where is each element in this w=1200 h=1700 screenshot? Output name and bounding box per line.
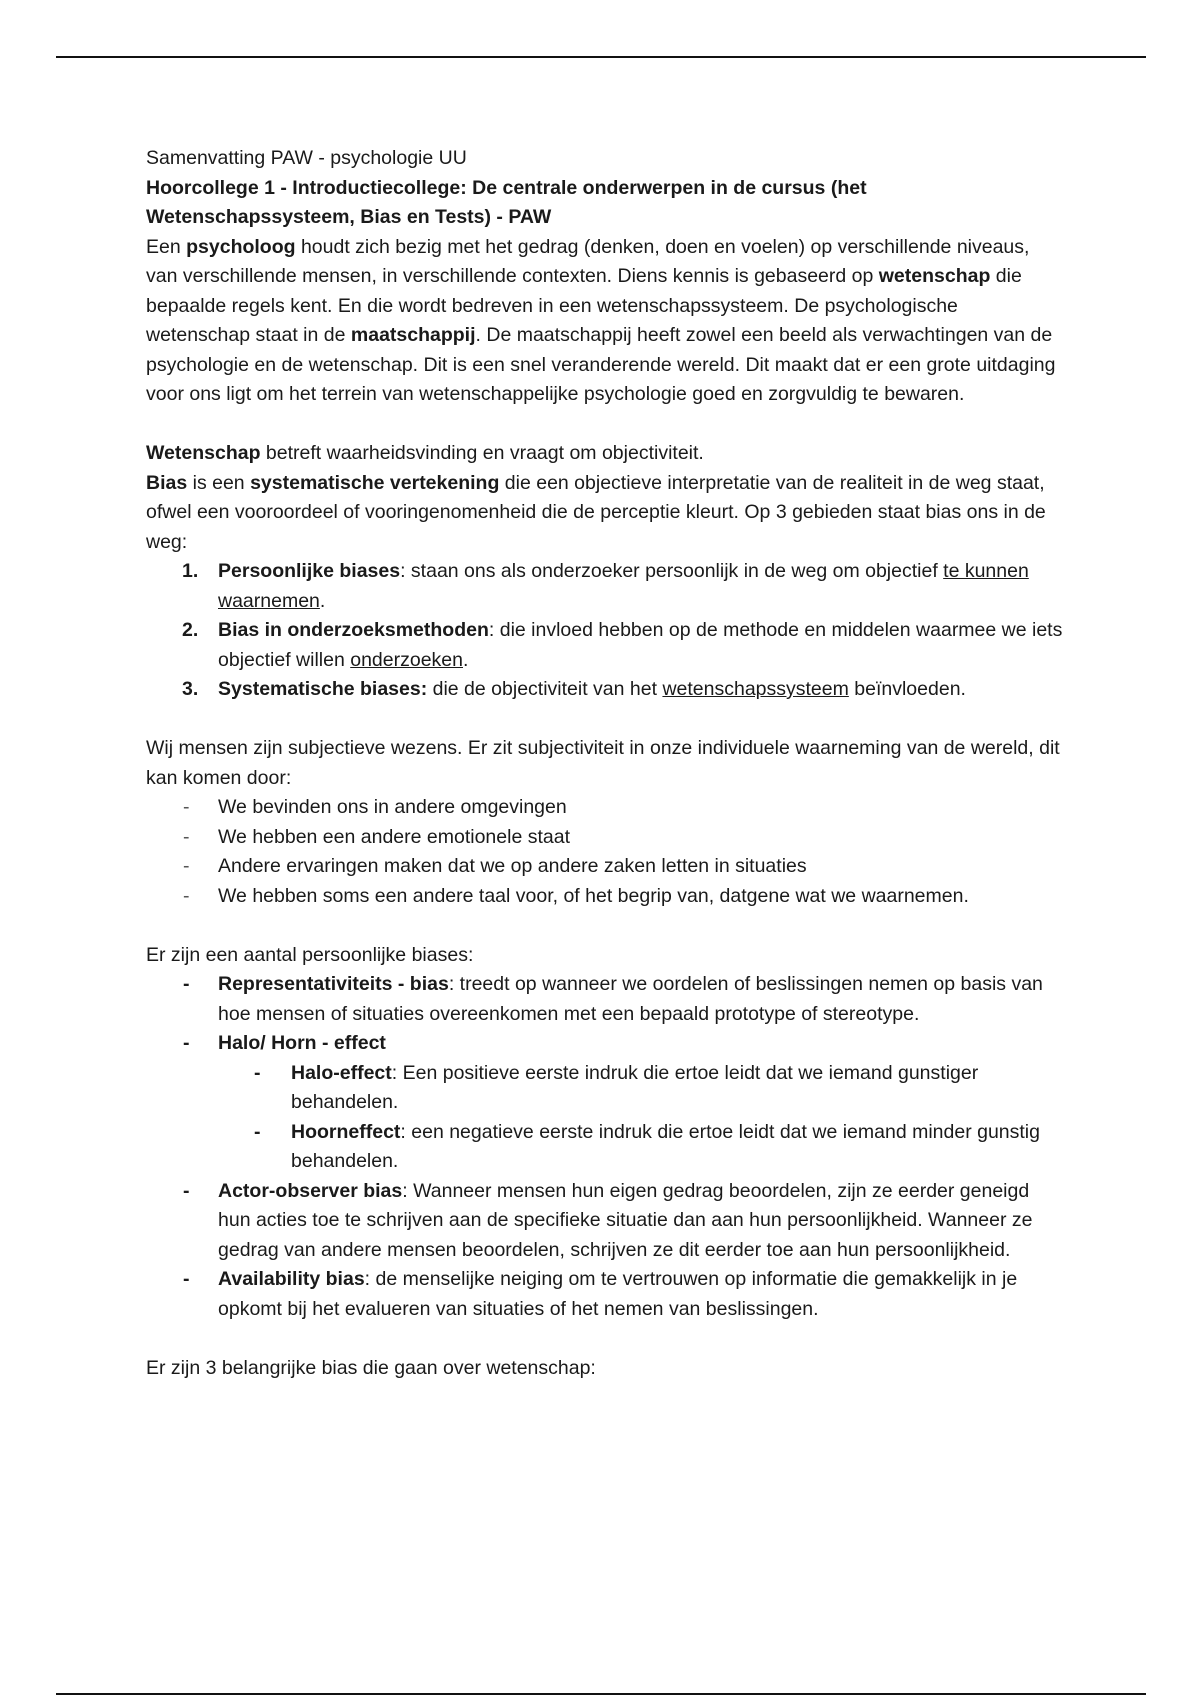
term-psycholoog: psycholoog xyxy=(186,235,296,258)
term-hoorneffect: Hoorneffect xyxy=(291,1120,401,1143)
list-number: 3. xyxy=(182,678,199,700)
intro-text-2: houdt zich bezig met het gedrag (denken, doen en voelen) op verschillende niveaus, van verschillende mensen, in verschillende contexten. Diens kennis is gebaseerd op xyxy=(146,235,1030,287)
list-item xyxy=(146,557,1066,616)
dash-bullet: - xyxy=(183,1032,190,1054)
term-maatschappij: maatschappij xyxy=(350,324,476,346)
intro-paragraph xyxy=(146,233,1066,410)
list-item xyxy=(146,793,1066,823)
list-item xyxy=(146,852,1066,882)
term-halo-horn-effect: Halo/ Horn - effect xyxy=(218,1032,386,1054)
list-item-end: . xyxy=(319,589,326,612)
list-item xyxy=(146,675,1066,705)
dash-bullet: - xyxy=(183,973,190,995)
list-item-text: : treedt op wanneer we oordelen of beslissingen nemen op basis van hoe mensen of situaties overeenkomen met een bepaald prototype of stereotype. xyxy=(218,973,1043,1025)
top-rule xyxy=(56,56,1146,58)
term-availability-bias: Availability bias xyxy=(218,1268,365,1290)
list-item xyxy=(146,882,1066,912)
list-item-underline: onderzoeken xyxy=(350,648,463,671)
list-item-text: die de objectiviteit van het xyxy=(427,678,663,700)
dash-bullet: - xyxy=(254,1120,261,1143)
term-bias: Bias xyxy=(146,471,188,494)
term-systematische-vertekening: systematische vertekening xyxy=(250,471,500,494)
list-item-text: Andere ervaringen maken dat we op andere zaken letten in situaties xyxy=(218,855,807,877)
list-item-text: We hebben soms een andere taal voor, of het begrip van, datgene wat we waarnemen. xyxy=(218,884,969,907)
list-item xyxy=(146,616,1066,675)
list-item-text: : Een positieve eerste indruk die ertoe leidt dat we iemand gunstiger behandelen. xyxy=(291,1061,979,1113)
bottom-rule xyxy=(56,1693,1146,1695)
list-item-text: We hebben een andere emotionele staat xyxy=(218,825,570,848)
list-item xyxy=(146,1177,1066,1266)
science-text: betreft waarheidsvinding en vraagt om objectiviteit. xyxy=(260,442,704,464)
intro-text-4: . De maatschappij heeft zowel een beeld als verwachtingen van de psychologie en de wetenschap. Dit is een snel veranderende wereld. Dit maakt dat er een grote uitdaging voor ons ligt om het terrein van wetenschappelijke psychologie goed en zorgvuldig te bewaren. xyxy=(146,324,1056,405)
list-item xyxy=(218,1059,1066,1118)
term-halo-effect: Halo-effect xyxy=(291,1061,392,1084)
personal-biases-intro: Er zijn een aantal persoonlijke biases: xyxy=(146,943,474,966)
subjective-list xyxy=(146,793,1066,911)
list-item xyxy=(146,1265,1066,1324)
document-header: Samenvatting PAW - psychologie UU xyxy=(146,147,467,169)
dash-bullet: - xyxy=(183,1268,190,1290)
list-item-text: We bevinden ons in andere omgevingen xyxy=(218,796,567,818)
list-item-text: : die invloed hebben op de methode en middelen waarmee we iets objectief willen xyxy=(218,619,1063,671)
bias-text-1: is een xyxy=(187,471,251,494)
list-item-text: : een negatieve eerste indruk die ertoe leidt dat we iemand minder gunstig behandelen. xyxy=(291,1120,1040,1172)
list-item-underline: wetenschapssysteem xyxy=(662,678,849,700)
list-item xyxy=(146,970,1066,1029)
dash-bullet: - xyxy=(183,825,190,848)
document-page xyxy=(146,144,1066,1383)
bias-areas-list xyxy=(146,557,1066,705)
term-actor-observer-bias: Actor-observer bias xyxy=(218,1179,403,1202)
list-item-underline: te kunnen waarnemen xyxy=(218,560,1029,612)
dash-bullet: - xyxy=(254,1061,261,1084)
dash-bullet: - xyxy=(183,1179,190,1202)
dash-bullet: - xyxy=(183,796,190,818)
lecture-title xyxy=(146,174,1066,233)
list-number: 1. xyxy=(182,560,199,582)
term-wetenschap: wetenschap xyxy=(878,265,991,287)
list-item-end: beïnvloeden. xyxy=(848,678,966,700)
list-item xyxy=(146,823,1066,853)
personal-biases-list xyxy=(146,970,1066,1324)
intro-text-1: Een xyxy=(146,235,187,258)
list-number: 2. xyxy=(182,619,199,641)
dash-bullet: - xyxy=(183,855,190,877)
bias-definition xyxy=(146,469,1066,558)
term-wetenschap-heading: Wetenschap xyxy=(146,442,261,464)
closing-line: Er zijn 3 belangrijke bias die gaan over wetenschap: xyxy=(146,1356,596,1379)
list-item xyxy=(218,1118,1066,1177)
list-item-term: Systematische biases: xyxy=(218,678,428,700)
list-item-term: Bias in onderzoeksmethoden xyxy=(218,619,489,641)
bias-text-2: die een objectieve interpretatie van de realiteit in de weg staat, ofwel een vooroordeel of vooringenomenheid die de perceptie kleurt. Op 3 gebieden staat bias ons in de weg: xyxy=(146,471,1046,553)
lecture-title-text: Hoorcollege 1 - Introductiecollege: De centrale onderwerpen in de cursus (het Wetenschapssysteem, Bias en Tests) - PAW xyxy=(146,176,867,228)
intro-text-3: die bepaalde regels kent. En die wordt bedreven in een wetenschapssysteem. De psychologische wetenschap staat in de xyxy=(146,265,1022,346)
list-item-end: . xyxy=(463,648,469,671)
subjective-intro: Wij mensen zijn subjectieve wezens. Er zit subjectiviteit in onze individuele waarneming van de wereld, dit kan komen door: xyxy=(146,737,1060,789)
list-item-text: : de menselijke neiging om te vertrouwen op informatie die gemakkelijk in je opkomt bij het evalueren van situaties of het nemen van beslissingen. xyxy=(218,1268,1018,1320)
science-definition xyxy=(146,439,1066,469)
list-item-text: : Wanneer mensen hun eigen gedrag beoordelen, zijn ze eerder geneigd hun acties toe te schrijven aan de specifieke situatie dan aan hun persoonlijkheid. Wanneer ze gedrag van andere mensen beoordelen, schrijven ze dit eerder toe aan hun persoonlijkheid. xyxy=(218,1179,1033,1261)
list-item xyxy=(146,1029,1066,1177)
list-item-term: Persoonlijke biases xyxy=(218,560,401,582)
term-representativiteits-bias: Representativiteits - bias xyxy=(218,973,449,995)
dash-bullet: - xyxy=(183,884,190,907)
list-item-text: : staan ons als onderzoeker persoonlijk in de weg om objectief xyxy=(400,560,944,582)
halo-horn-sublist xyxy=(218,1059,1066,1177)
